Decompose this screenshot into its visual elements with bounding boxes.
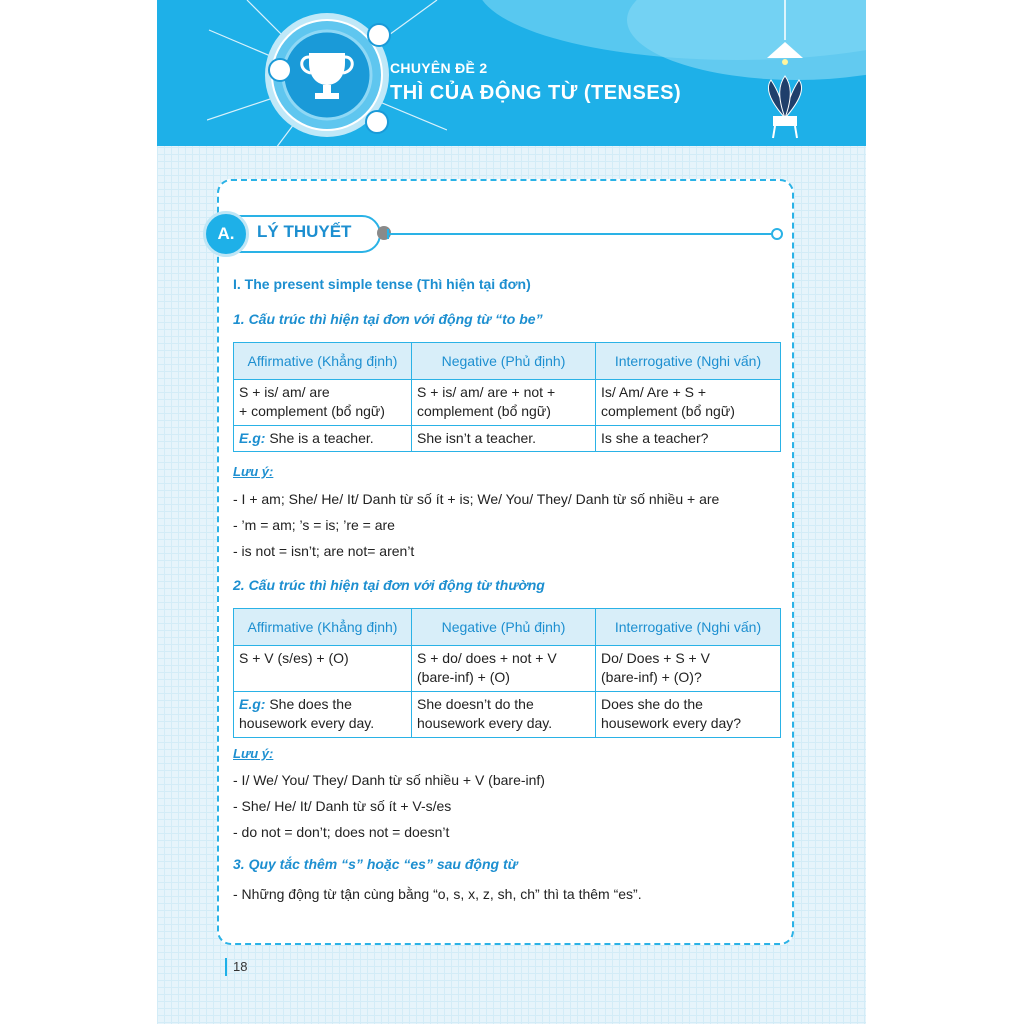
table-cell: Is she a teacher? (596, 426, 781, 452)
note-label: Lưu ý: (233, 464, 274, 479)
table-cell: She isn’t a teacher. (412, 426, 596, 452)
table-header: Negative (Phủ định) (412, 343, 596, 380)
to-be-table (233, 342, 781, 452)
eg-label: E.g: (239, 696, 266, 712)
lamp-plant-icon (755, 0, 815, 140)
section-letter: A. (203, 211, 249, 257)
table-cell: She doesn’t do the housework every day. (412, 692, 596, 738)
eg-label: E.g: (239, 430, 266, 446)
table-cell: Does she do the housework every day? (596, 692, 781, 738)
table-cell: S + V (s/es) + (O) (234, 646, 412, 692)
book-page (157, 0, 866, 1024)
heading-present-simple: I. The present simple tense (Thì hiện tại đơn) (233, 276, 531, 292)
note-line: - ’m = am; ’s = is; ’re = are (233, 517, 395, 533)
note-label: Lưu ý: (233, 746, 274, 761)
section-header (203, 211, 383, 259)
table-header: Negative (Phủ định) (412, 609, 596, 646)
table-cell: S + do/ does + not + V (bare-inf) + (O) (412, 646, 596, 692)
table-cell: Is/ Am/ Are + S + complement (bổ ngữ) (596, 380, 781, 426)
ordinary-verb-table (233, 608, 781, 738)
chapter-title: THÌ CỦA ĐỘNG TỪ (TENSES) (390, 82, 682, 104)
table-cell: E.g: She is a teacher. (234, 426, 412, 452)
part1-title: 1. Cấu trúc thì hiện tại đơn với động từ “to be” (233, 311, 543, 327)
table-cell: S + is/ am/ are + not + complement (bổ ngữ) (412, 380, 596, 426)
page-number: 18 (225, 958, 247, 976)
table-header: Affirmative (Khẳng định) (234, 609, 412, 646)
rule-line: - Những động từ tận cùng bằng “o, s, x, z, sh, ch” thì ta thêm “es”. (233, 886, 642, 902)
table-header: Interrogative (Nghi vấn) (596, 609, 781, 646)
note-line: - I + am; She/ He/ It/ Danh từ số ít + is; We/ You/ They/ Danh từ số nhiều + are (233, 491, 720, 507)
note-line: - do not = don’t; does not = doesn’t (233, 824, 450, 840)
part2-title: 2. Cấu trúc thì hiện tại đơn với động từ thường (233, 577, 545, 593)
table-cell: Do/ Does + S + V (bare-inf) + (O)? (596, 646, 781, 692)
table-header: Interrogative (Nghi vấn) (596, 343, 781, 380)
chapter-label: CHUYÊN ĐỀ 2 (390, 60, 488, 76)
note-line: - is not = isn’t; are not= aren’t (233, 543, 415, 559)
note-line: - She/ He/ It/ Danh từ số ít + V-s/es (233, 798, 452, 814)
section-title: LÝ THUYẾT (257, 222, 352, 241)
table-header: Affirmative (Khẳng định) (234, 343, 412, 380)
note-line: - I/ We/ You/ They/ Danh từ số nhiều + V (bare-inf) (233, 772, 545, 788)
table-cell: E.g: She does the housework every day. (234, 692, 412, 738)
section-divider (389, 233, 774, 235)
table-cell: S + is/ am/ are + complement (bổ ngữ) (234, 380, 412, 426)
part3-title: 3. Quy tắc thêm “s” hoặc “es” sau động từ (233, 856, 518, 872)
chapter-banner (157, 0, 866, 146)
